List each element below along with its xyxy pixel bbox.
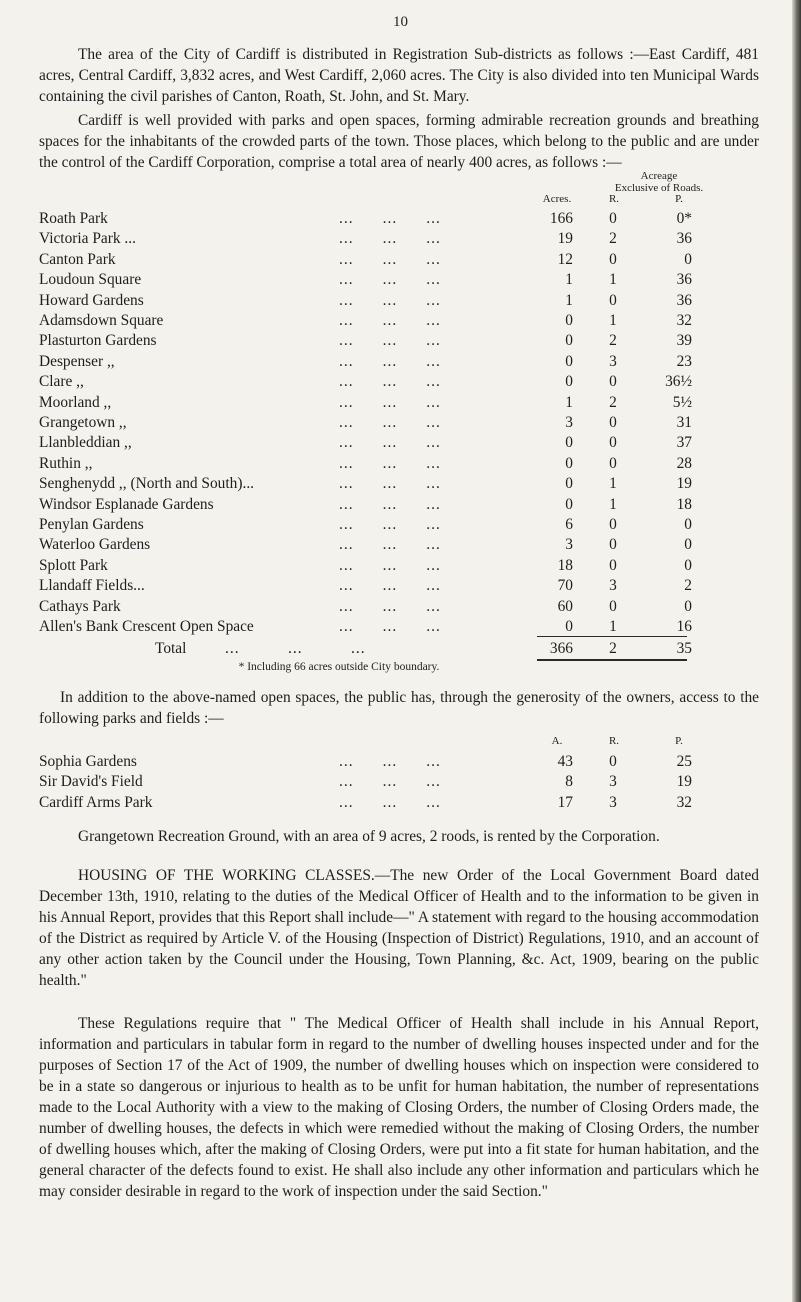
roods-value: 0 — [609, 753, 617, 770]
roods-value: 1 — [609, 271, 617, 289]
acres-value: 1 — [565, 393, 573, 411]
park-name: Penylan Gardens — [39, 516, 144, 533]
table-row — [39, 432, 759, 453]
perches-value: 23 — [676, 352, 692, 370]
park-name: Roath Park — [39, 210, 108, 227]
table-row — [39, 616, 759, 637]
roods-value: 0 — [609, 414, 617, 431]
table-row — [39, 249, 759, 270]
park-name: Llanbleddian ,, — [39, 434, 132, 452]
perches-value: 0 — [684, 250, 692, 268]
leader-dots: ... ... ... — [339, 536, 441, 554]
leader-dots: ... ... ... — [339, 454, 441, 472]
acres-value: 1 — [565, 271, 573, 289]
housing-heading: HOUSING OF THE WORKING CLASSES. — [78, 867, 375, 884]
table-row — [39, 555, 759, 576]
park-name: Windsor Esplanade Gardens — [39, 495, 214, 513]
perches-value: 36½ — [665, 373, 692, 391]
table-row — [39, 269, 759, 290]
roods-value: 2 — [609, 230, 617, 248]
acres-value: 70 — [557, 577, 573, 595]
col-header-a: A. — [551, 735, 563, 747]
park-name: Despenser ,, — [39, 352, 115, 370]
total-perches: 35 — [676, 640, 692, 657]
total-label: Total — [155, 640, 187, 657]
park-name: Adamsdown Square — [39, 312, 164, 329]
housing-section — [39, 865, 759, 991]
leader-dots: ... ... ... — [339, 271, 441, 289]
roods-value: 1 — [609, 495, 617, 513]
park-name: Moorland ,, — [39, 393, 112, 411]
leader-dots: ... ... ... — [339, 556, 441, 574]
leader-dots: ... ... ... — [339, 230, 441, 248]
regulations-paragraph: These Regulations require that " The Medical Officer of Health shall include in his Annual Report, information and particulars in tabular form in regard to the number of dwelling houses inspected under and for the purposes of Section 17 of the Act of 1909, the number of dwelling houses which on inspection were considered to be in a state so dangerous or injurious to health as to be unfit for human habitation, the number of representations made to the Local Authority with a view to the making of Closing Orders, the number of Closing Orders made, the number of dwelling houses, the defects in which were remedied without the making of Closing Orders, the number of dwelling houses which, after the making of Closing Orders, were put into a fit state for human habitation, and the general character of the defects found to exist. He shall also include any other information and particulars which he may consider desirable in regard to the work of inspection under the said Section." — [39, 1015, 759, 1200]
open-spaces-table — [39, 170, 759, 730]
table-row — [39, 453, 759, 474]
table-row — [39, 228, 759, 249]
acres-value: 12 — [557, 250, 573, 268]
addition-paragraph: In addition to the above-named open spaces, the public has, through the generosity of the owners, access to the following parks and fields :— — [39, 689, 759, 727]
roods-value: 3 — [609, 793, 617, 811]
table-row — [39, 751, 759, 772]
park-name: Victoria Park ... — [39, 230, 136, 248]
table-row — [39, 494, 759, 515]
scan-page-edge — [792, 0, 801, 1302]
acres-value: 60 — [557, 597, 573, 615]
acres-value: 0 — [565, 454, 573, 472]
roods-value: 1 — [609, 475, 617, 493]
park-name: Cardiff Arms Park — [39, 793, 153, 811]
table-row — [39, 351, 759, 372]
grangetown-section — [39, 826, 759, 847]
roods-value: 0 — [609, 210, 617, 227]
leader-dots: ... ... ... — [339, 414, 441, 431]
table-row — [39, 596, 759, 617]
leader-dots: ... ... ... — [339, 312, 441, 329]
leader-dots: ... ... ... — [339, 332, 441, 350]
roods-value: 0 — [609, 250, 617, 268]
park-name: Canton Park — [39, 250, 116, 268]
perches-value: 0 — [684, 536, 692, 554]
park-name: Waterloo Gardens — [39, 536, 151, 554]
leader-dots: ... ... ... — [339, 773, 441, 791]
park-name: Ruthin ,, — [39, 454, 93, 472]
table-header-subtitle: Exclusive of Roads. — [614, 182, 704, 194]
roods-value: 0 — [609, 434, 617, 452]
addition-section — [39, 687, 759, 729]
intro-paragraph: The area of the City of Cardiff is distributed in Registration Sub-districts as follows :—East Cardiff, 481 acres, Central Cardiff, 3,832 acres, and West Cardiff, 2,060 acres. The City is also divided into ten Municipal Wards containing the civil parishes of Canton, Roath, St. John, and St. Mary. — [39, 46, 759, 105]
perches-value: 31 — [676, 414, 692, 431]
leader-dots: ... ... ... — [339, 495, 441, 513]
table-row — [39, 310, 759, 331]
footnote: * Including 66 acres outside City boundary. — [238, 661, 440, 673]
leader-dots: ... ... ... — [339, 291, 441, 309]
leader-dots: ... ... ... — [225, 640, 366, 657]
perches-value: 36 — [676, 291, 692, 309]
table-row — [39, 412, 759, 433]
acres-value: 0 — [565, 434, 573, 452]
leader-dots: ... ... ... — [339, 475, 441, 493]
perches-value: 32 — [676, 312, 692, 329]
leader-dots: ... ... ... — [339, 250, 441, 268]
acres-value: 0 — [565, 332, 573, 350]
perches-value: 5½ — [672, 393, 692, 411]
table-row — [39, 330, 759, 351]
leader-dots: ... ... ... — [339, 753, 441, 770]
perches-value: 0 — [684, 516, 692, 533]
roods-value: 3 — [609, 773, 617, 791]
roods-value: 0 — [609, 454, 617, 472]
roods-value: 0 — [609, 536, 617, 554]
total-roods: 2 — [609, 640, 617, 657]
table-row — [39, 473, 759, 494]
leader-dots: ... ... ... — [339, 577, 441, 595]
park-name: Splott Park — [39, 556, 108, 574]
roods-value: 2 — [609, 332, 617, 350]
regulations-section — [39, 1013, 759, 1202]
leader-dots: ... ... ... — [339, 373, 441, 391]
roods-value: 2 — [609, 393, 617, 411]
leader-dots: ... ... ... — [339, 434, 441, 452]
park-name: Howard Gardens — [39, 291, 144, 309]
roods-value: 0 — [609, 373, 617, 391]
perches-value: 36 — [676, 230, 692, 248]
roods-value: 3 — [609, 352, 617, 370]
table-row — [39, 290, 759, 311]
leader-dots: ... ... ... — [339, 393, 441, 411]
acres-value: 0 — [565, 495, 573, 513]
park-name: Sir David's Field — [39, 773, 143, 791]
total-row — [39, 638, 759, 659]
acres-value: 0 — [565, 373, 573, 391]
acres-value: 17 — [557, 793, 573, 811]
perches-value: 16 — [676, 618, 692, 635]
table-header-title: Acreage — [640, 170, 678, 182]
leader-dots: ... ... ... — [339, 793, 441, 811]
perches-value: 19 — [676, 475, 692, 493]
roods-value: 3 — [609, 577, 617, 595]
perches-value: 39 — [676, 332, 692, 350]
roods-value: 0 — [609, 516, 617, 533]
parks-paragraph: Cardiff is well provided with parks and open spaces, forming admirable recreation grounds and breathing spaces for the inhabitants of the crowded parts of the town. Those places, which belong to the public and are under the control of the Cardiff Corporation, comprise a total area of nearly 400 acres, as follows :— — [39, 112, 759, 171]
perches-value: 25 — [676, 753, 692, 770]
table-row — [39, 371, 759, 392]
park-name: Clare ,, — [39, 373, 84, 391]
roods-value: 0 — [609, 291, 617, 309]
col-header-r: R. — [608, 735, 620, 747]
roods-value: 0 — [609, 556, 617, 574]
roods-value: 1 — [609, 312, 617, 329]
grangetown-paragraph: Grangetown Recreation Ground, with an area of 9 acres, 2 roods, is rented by the Corporation. — [78, 828, 660, 845]
col-header-perches: P. — [675, 193, 683, 205]
park-name: Llandaff Fields... — [39, 577, 145, 595]
intro-section — [39, 44, 759, 107]
total-rule-top — [537, 636, 687, 637]
park-name: Cathays Park — [39, 597, 121, 615]
perches-value: 0* — [676, 210, 692, 227]
park-name: Loudoun Square — [39, 271, 142, 289]
acres-value: 19 — [557, 230, 573, 248]
roods-value: 0 — [609, 597, 617, 615]
leader-dots: ... ... ... — [339, 516, 441, 533]
acres-value: 0 — [565, 618, 573, 635]
perches-value: 28 — [676, 454, 692, 472]
roods-value: 1 — [609, 618, 617, 635]
park-name: Grangetown ,, — [39, 414, 127, 431]
table-row — [39, 534, 759, 555]
table-row — [39, 575, 759, 596]
table-row — [39, 208, 759, 229]
acres-value: 0 — [565, 475, 573, 493]
table-row — [39, 792, 759, 813]
total-acres: 366 — [549, 640, 573, 657]
acres-value: 3 — [565, 536, 573, 554]
perches-value: 19 — [676, 773, 692, 791]
page-number: 10 — [393, 14, 408, 30]
park-name: Plasturton Gardens — [39, 332, 157, 350]
acres-value: 8 — [565, 773, 573, 791]
acres-value: 166 — [549, 210, 573, 227]
table-row — [39, 392, 759, 413]
col-header-roods: R. — [608, 193, 620, 205]
acres-value: 6 — [565, 516, 573, 533]
park-name: Sophia Gardens — [39, 753, 137, 770]
acres-value: 0 — [565, 352, 573, 370]
acres-value: 18 — [557, 556, 573, 574]
park-name: Allen's Bank Crescent Open Space — [39, 618, 254, 635]
leader-dots: ... ... ... — [339, 352, 441, 370]
acres-value: 43 — [557, 753, 573, 770]
housing-body: —The new Order of the Local Government Board dated December 13th, 1910, relating to the duties of the Medical Officer of Health and to the information to be given in his Annual Report, provides that this Report shall include—" A statement with regard to the housing accommodation of the District as required by Article V. of the Housing (Inspection of District) Regulations, 1910, and an account of any other action taken by the Council under the Housing, Town Planning, &c. Act, 1909, bearing on the public health." — [39, 867, 759, 989]
col-header-acres: Acres. — [542, 193, 572, 205]
acres-value: 0 — [565, 312, 573, 329]
perches-value: 0 — [684, 597, 692, 615]
leader-dots: ... ... ... — [339, 618, 441, 635]
perches-value: 32 — [676, 793, 692, 811]
parks-section — [39, 110, 759, 173]
acres-value: 1 — [565, 291, 573, 309]
acres-value: 3 — [565, 414, 573, 431]
access-parks-table — [39, 731, 759, 817]
table-row — [39, 771, 759, 792]
table-row — [39, 514, 759, 535]
perches-value: 18 — [676, 495, 692, 513]
leader-dots: ... ... ... — [339, 597, 441, 615]
perches-value: 0 — [684, 556, 692, 574]
housing-paragraph — [39, 865, 759, 991]
park-name: Senghenydd ,, (North and South)... — [39, 475, 255, 493]
perches-value: 36 — [676, 271, 692, 289]
perches-value: 2 — [684, 577, 692, 595]
col-header-p: P. — [675, 735, 683, 747]
leader-dots: ... ... ... — [339, 210, 441, 227]
perches-value: 37 — [676, 434, 692, 452]
